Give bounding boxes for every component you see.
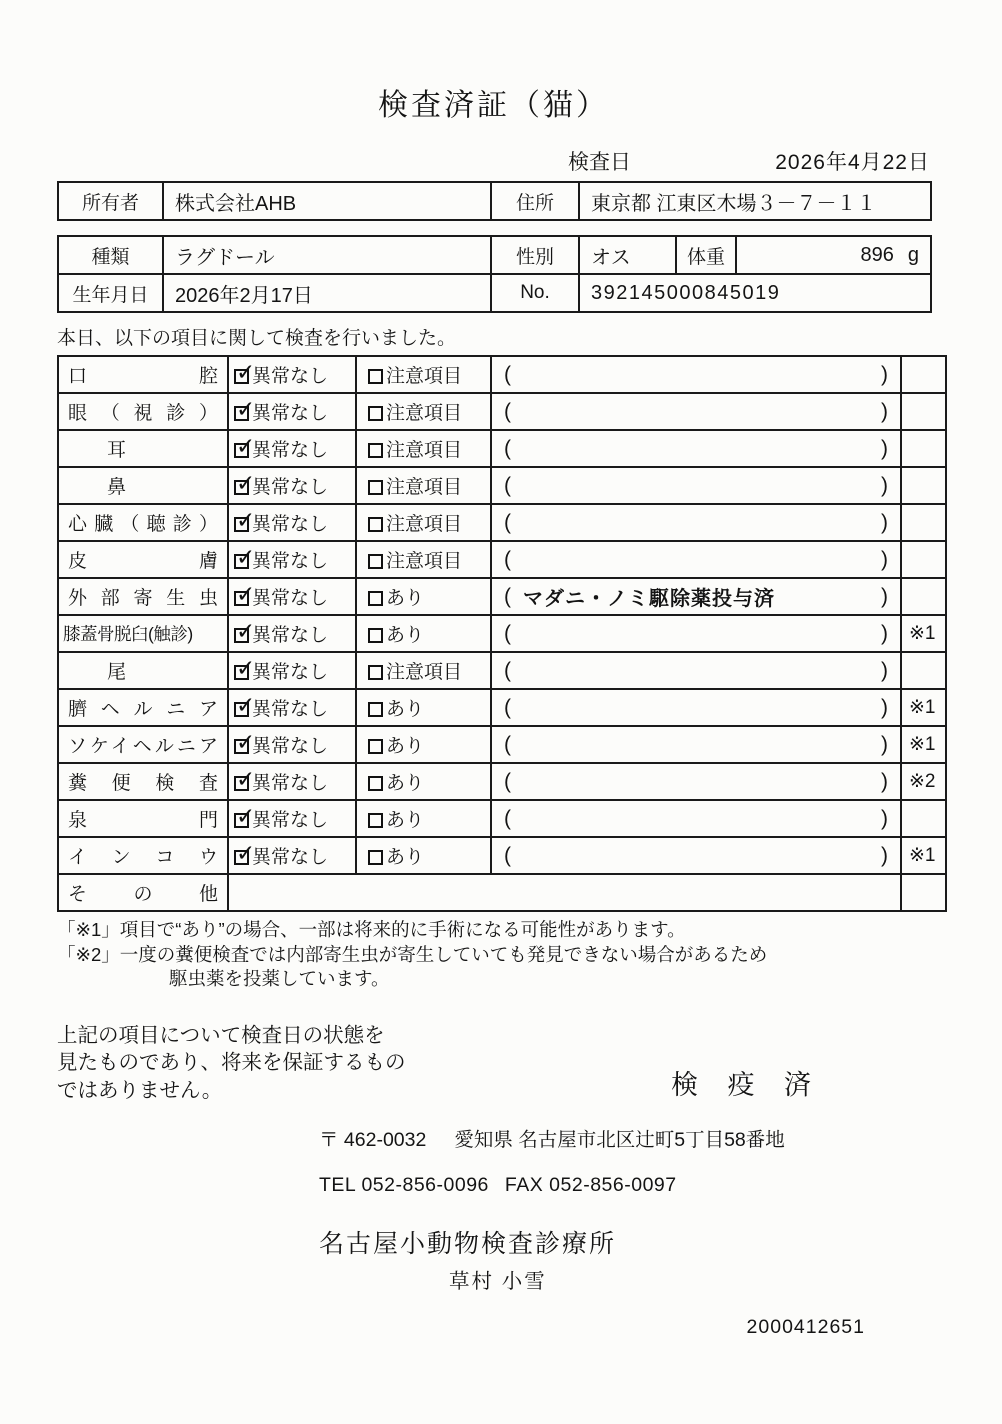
item-name: 耳 (58, 430, 228, 467)
checkbox-label: あり (386, 773, 425, 794)
checkbox-label: 異常なし (252, 440, 329, 461)
checkbox-unchecked-icon (368, 517, 383, 532)
item-footnote-mark (901, 504, 946, 541)
checkbox-cell (356, 541, 491, 578)
checkbox-cell (356, 689, 491, 726)
weight-label: 体重 (676, 236, 736, 274)
item-footnote-mark: ※1 (901, 837, 946, 874)
checkbox-label: あり (386, 588, 425, 609)
birth-label: 生年月日 (58, 274, 163, 312)
inspection-row (58, 578, 946, 615)
checkbox-label: 注意項目 (386, 366, 463, 387)
quarantine-stamp: 検 疫 済 (670, 1070, 822, 1100)
checkbox-cell (228, 430, 356, 467)
footnote-1: 「※1」項目で“あり”の場合、一部は将来的に手術になる可能性があります。 (57, 919, 686, 940)
item-remarks-cell (491, 356, 901, 393)
close-paren: ) (881, 362, 888, 386)
checkbox-cell (228, 800, 356, 837)
inspection-row (58, 504, 946, 541)
checkbox-cell (356, 652, 491, 689)
checkbox-unchecked-icon (368, 813, 383, 828)
checkbox-cell (356, 578, 491, 615)
owner-label: 所有者 (58, 182, 163, 220)
checkbox-checked-icon (234, 443, 249, 458)
checkbox-unchecked-icon (368, 665, 383, 680)
open-paren: ( (504, 510, 511, 534)
no-label: No. (491, 274, 579, 312)
checkbox-unchecked-icon (368, 480, 383, 495)
checkbox-cell (228, 763, 356, 800)
checkbox-checked-icon (234, 702, 249, 717)
inspection-date-row (57, 146, 930, 176)
checkbox-cell (228, 541, 356, 578)
inspection-date-value: 2026年4月22日 (775, 151, 930, 174)
pet-info-table (57, 235, 932, 313)
clinic-address: 愛知県 名古屋市北区辻町5丁目58番地 (454, 1129, 785, 1151)
checkbox-checked-icon (234, 665, 249, 680)
item-name: ソケイヘルニア (58, 726, 228, 763)
disclaimer-line-1: 上記の項目について検査日の状態を (57, 1023, 385, 1047)
item-remarks-cell (491, 578, 901, 615)
item-remarks-cell (491, 504, 901, 541)
checkbox-cell (356, 430, 491, 467)
clinic-name: 名古屋小動物検査診療所 (319, 1230, 617, 1258)
clinic-info (319, 1124, 930, 1294)
intro-text: 本日、以下の項目に関して検査を行いました。 (57, 328, 457, 349)
breed-label: 種類 (58, 236, 163, 274)
item-name: 尾 (58, 652, 228, 689)
open-paren: ( (504, 695, 511, 719)
inspection-row (58, 356, 946, 393)
remarks-text: マダニ・ノミ駆除薬投与済 (523, 588, 775, 610)
sex-label: 性別 (491, 236, 579, 274)
checkbox-cell (228, 578, 356, 615)
open-paren: ( (504, 547, 511, 571)
close-paren: ) (881, 547, 888, 571)
inspection-row (58, 800, 946, 837)
item-name: 外部寄生虫 (58, 578, 228, 615)
item-remarks-cell (491, 615, 901, 652)
item-footnote-mark (901, 800, 946, 837)
open-paren: ( (504, 362, 511, 386)
address-label: 住所 (491, 182, 579, 220)
checkbox-label: 注意項目 (386, 440, 463, 461)
checkbox-unchecked-icon (368, 628, 383, 643)
open-paren: ( (504, 473, 511, 497)
open-paren: ( (504, 732, 511, 756)
checkbox-cell (228, 504, 356, 541)
item-remarks-cell (491, 541, 901, 578)
item-footnote-mark (901, 467, 946, 504)
checkbox-checked-icon (234, 776, 249, 791)
item-remarks-cell (491, 800, 901, 837)
open-paren: ( (504, 658, 511, 682)
checkbox-label: 異常なし (252, 699, 329, 720)
page-title: 検査済証（猫） (378, 89, 609, 122)
item-footnote-mark (901, 541, 946, 578)
inspection-row (58, 393, 946, 430)
weight-value (736, 236, 931, 274)
checkbox-unchecked-icon (368, 554, 383, 569)
bottom-row (57, 1022, 930, 1105)
open-paren: ( (504, 621, 511, 645)
checkbox-cell (356, 615, 491, 652)
disclaimer-text (57, 1022, 406, 1105)
clinic-fax: FAX 052-856-0097 (504, 1174, 677, 1196)
open-paren: ( (504, 584, 511, 608)
checkbox-label: あり (386, 625, 425, 646)
checkbox-cell (356, 467, 491, 504)
item-footnote-mark (901, 430, 946, 467)
checkbox-unchecked-icon (368, 443, 383, 458)
checkbox-label: 異常なし (252, 366, 329, 387)
disclaimer-line-3: ではありません。 (57, 1078, 223, 1102)
item-name: 口腔 (58, 356, 228, 393)
serial-number: 2000412651 (746, 1316, 865, 1338)
close-paren: ) (881, 695, 888, 719)
checkbox-label: 注意項目 (386, 403, 463, 424)
checkbox-checked-icon (234, 406, 249, 421)
checkbox-label: 異常なし (252, 625, 329, 646)
owner-table (57, 181, 932, 221)
item-footnote-mark: ※1 (901, 726, 946, 763)
close-paren: ) (881, 769, 888, 793)
close-paren: ) (881, 510, 888, 534)
item-remarks-cell (491, 467, 901, 504)
checkbox-label: あり (386, 699, 425, 720)
footnotes (57, 918, 930, 992)
item-footnote-mark: ※1 (901, 615, 946, 652)
inspection-row (58, 874, 946, 911)
close-paren: ) (881, 473, 888, 497)
checkbox-label: 異常なし (252, 662, 329, 683)
close-paren: ) (881, 621, 888, 645)
checkbox-cell (228, 726, 356, 763)
checkbox-label: 異常なし (252, 773, 329, 794)
checkbox-cell (228, 689, 356, 726)
item-remarks-cell (491, 652, 901, 689)
checkbox-checked-icon (234, 369, 249, 384)
item-name: 鼻 (58, 467, 228, 504)
clinic-tel: TEL 052-856-0096 (319, 1174, 489, 1196)
checkbox-checked-icon (234, 554, 249, 569)
no-value: 392145000845019 (579, 274, 931, 312)
item-name: 糞便検査 (58, 763, 228, 800)
item-name: 心臓（聴診） (58, 504, 228, 541)
item-remarks-cell (491, 726, 901, 763)
inspection-items-body (58, 356, 946, 911)
address-value: 東京都 江東区木場３－７－１１ (579, 182, 931, 220)
close-paren: ) (881, 436, 888, 460)
breed-value: ラグドール (163, 236, 491, 274)
item-remarks-cell (491, 393, 901, 430)
checkbox-cell (356, 356, 491, 393)
checkbox-cell (356, 800, 491, 837)
owner-value: 株式会社AHB (163, 182, 491, 220)
close-paren: ) (881, 584, 888, 608)
item-remarks-cell (491, 837, 901, 874)
open-paren: ( (504, 843, 511, 867)
checkbox-label: 異常なし (252, 477, 329, 498)
checkbox-cell (228, 837, 356, 874)
item-name: 膝蓋骨脱臼(触診) (58, 615, 228, 652)
checkbox-checked-icon (234, 591, 249, 606)
checkbox-cell (356, 393, 491, 430)
inspection-items-table (57, 355, 947, 912)
inspection-date-label: 検査日 (568, 151, 631, 174)
item-footnote-mark: ※1 (901, 689, 946, 726)
clinic-phone-line (319, 1174, 930, 1197)
checkbox-label: 異常なし (252, 514, 329, 535)
checkbox-cell (228, 652, 356, 689)
checkbox-unchecked-icon (368, 776, 383, 791)
checkbox-checked-icon (234, 739, 249, 754)
footnote-2: 「※2」一度の糞便検査では内部寄生虫が寄生していても発見できない場合があるため (57, 943, 768, 965)
disclaimer-line-2: 見たものであり、将来を保証するもの (57, 1051, 406, 1074)
item-footnote-mark (901, 652, 946, 689)
inspection-row (58, 689, 946, 726)
checkbox-unchecked-icon (368, 369, 383, 384)
checkbox-cell (228, 467, 356, 504)
breed-row (58, 236, 931, 274)
item-footnote-mark (901, 874, 946, 911)
weight-number: 896 (860, 243, 894, 266)
item-name: その他 (58, 874, 228, 911)
footnote-2-continued: 駆虫薬を投薬しています。 (169, 968, 390, 989)
checkbox-cell (356, 763, 491, 800)
inspection-row (58, 541, 946, 578)
inspection-row (58, 763, 946, 800)
owner-row (58, 182, 931, 220)
item-name: インコウ (58, 837, 228, 874)
checkbox-label: 注意項目 (386, 514, 463, 535)
checkbox-checked-icon (234, 517, 249, 532)
open-paren: ( (504, 806, 511, 830)
inspection-row (58, 837, 946, 874)
item-name: 泉門 (58, 800, 228, 837)
inspection-row (58, 430, 946, 467)
item-name: 臍ヘルニア (58, 689, 228, 726)
open-paren: ( (504, 399, 511, 423)
checkbox-checked-icon (234, 480, 249, 495)
checkbox-cell (356, 726, 491, 763)
item-remarks-cell (491, 689, 901, 726)
checkbox-unchecked-icon (368, 406, 383, 421)
item-footnote-mark (901, 393, 946, 430)
close-paren: ) (881, 658, 888, 682)
checkbox-checked-icon (234, 813, 249, 828)
checkbox-label: 異常なし (252, 588, 329, 609)
checkbox-cell (228, 393, 356, 430)
item-remarks-cell (491, 763, 901, 800)
item-footnote-mark (901, 578, 946, 615)
sex-value: オス (579, 236, 676, 274)
checkbox-label: 異常なし (252, 403, 329, 424)
checkbox-label: 注意項目 (386, 551, 463, 572)
checkbox-checked-icon (234, 628, 249, 643)
checkbox-checked-icon (234, 850, 249, 865)
inspection-row (58, 467, 946, 504)
close-paren: ) (881, 732, 888, 756)
close-paren: ) (881, 399, 888, 423)
checkbox-unchecked-icon (368, 739, 383, 754)
clinic-address-line (319, 1124, 930, 1152)
checkbox-unchecked-icon (368, 591, 383, 606)
item-remarks-cell (491, 430, 901, 467)
checkbox-cell (228, 615, 356, 652)
open-paren: ( (504, 436, 511, 460)
checkbox-label: 異常なし (252, 810, 329, 831)
checkbox-label: 異常なし (252, 736, 329, 757)
clinic-postal-code: 〒 462-0032 (319, 1129, 427, 1151)
checkbox-label: 異常なし (252, 847, 329, 868)
item-footnote-mark: ※2 (901, 763, 946, 800)
checkbox-cell (356, 504, 491, 541)
veterinarian-name: 草村 小雪 (449, 1270, 547, 1293)
checkbox-label: あり (386, 810, 425, 831)
weight-unit: g (907, 243, 919, 266)
checkbox-unchecked-icon (368, 850, 383, 865)
item-empty-cell (228, 874, 901, 911)
checkbox-label: あり (386, 847, 425, 868)
checkbox-label: 注意項目 (386, 662, 463, 683)
checkbox-cell (356, 837, 491, 874)
birth-value: 2026年2月17日 (163, 274, 491, 312)
close-paren: ) (881, 843, 888, 867)
inspection-row (58, 726, 946, 763)
checkbox-label: あり (386, 736, 425, 757)
checkbox-label: 注意項目 (386, 477, 463, 498)
inspection-row (58, 652, 946, 689)
item-footnote-mark (901, 356, 946, 393)
checkbox-label: 異常なし (252, 551, 329, 572)
close-paren: ) (881, 806, 888, 830)
inspection-row (58, 615, 946, 652)
open-paren: ( (504, 769, 511, 793)
checkbox-cell (228, 356, 356, 393)
item-name: 皮膚 (58, 541, 228, 578)
checkbox-unchecked-icon (368, 702, 383, 717)
item-name: 眼（視診） (58, 393, 228, 430)
birth-row (58, 274, 931, 312)
